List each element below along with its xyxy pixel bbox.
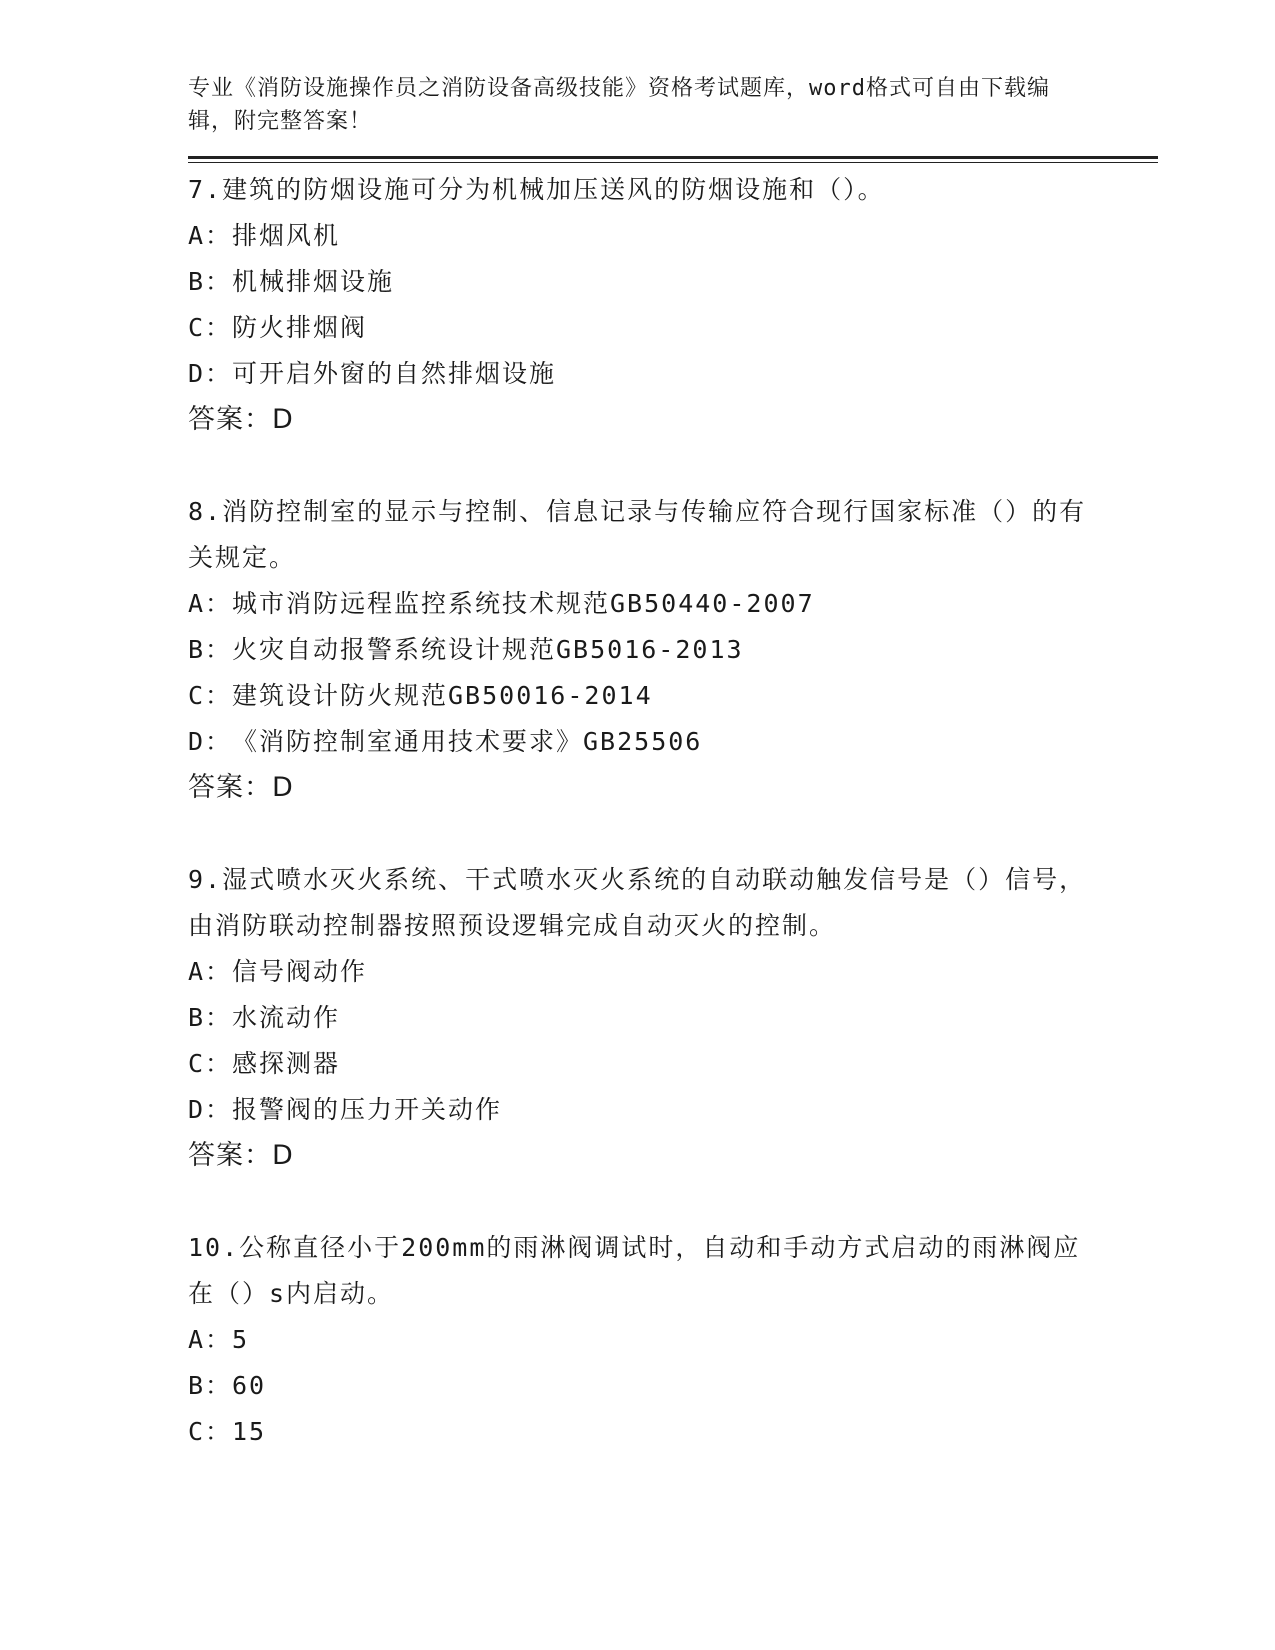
option-text: 城市消防远程监控系统技术规范GB50440-2007 (232, 589, 815, 618)
question-10 (188, 1225, 1158, 1455)
option-text: 防火排烟阀 (232, 313, 368, 342)
option-a (188, 213, 1158, 259)
option-a (188, 1317, 1158, 1363)
option-c (188, 673, 1158, 719)
answer: 答案：D (188, 1140, 294, 1171)
option-c (188, 305, 1158, 351)
answer: 答案：D (188, 404, 294, 435)
option-b (188, 627, 1158, 673)
option-key: D： (188, 1095, 233, 1124)
document-header: 专业《消防设施操作员之消防设备高级技能》资格考试题库，word格式可自由下载编辑，附完整答案！ (188, 76, 1050, 134)
option-text: 报警阀的压力开关动作 (232, 1095, 503, 1124)
spacer (188, 1179, 1158, 1225)
option-d (188, 1087, 1158, 1133)
option-key: C： (188, 313, 233, 342)
question-text: 7.建筑的防烟设施可分为机械加压送风的防烟设施和（）。 (188, 175, 885, 204)
option-key: A： (188, 589, 233, 618)
option-key: B： (188, 635, 233, 664)
question-8 (188, 489, 1158, 811)
answer: 答案：D (188, 772, 294, 803)
option-key: B： (188, 1371, 233, 1400)
option-key: C： (188, 1417, 233, 1446)
option-text: 《消防控制室通用技术要求》GB25506 (232, 727, 703, 756)
option-b (188, 259, 1158, 305)
option-key: C： (188, 681, 233, 710)
option-key: A： (188, 221, 233, 250)
divider-thick-line (188, 156, 1158, 159)
question-text: 10.公称直径小于200mm的雨淋阀调试时，自动和手动方式启动的雨淋阀应在（）s内启动。 (188, 1233, 1081, 1308)
question-9 (188, 857, 1158, 1179)
option-text: 感探测器 (232, 1049, 341, 1078)
option-text: 15 (232, 1417, 267, 1446)
option-text: 水流动作 (232, 1003, 341, 1032)
option-text: 可开启外窗的自然排烟设施 (232, 359, 557, 388)
spacer (188, 811, 1158, 857)
option-key: C： (188, 1049, 233, 1078)
option-c (188, 1409, 1158, 1455)
option-text: 信号阀动作 (232, 957, 368, 986)
question-7 (188, 167, 1158, 443)
option-c (188, 1041, 1158, 1087)
option-key: D： (188, 359, 233, 388)
option-key: A： (188, 1325, 233, 1354)
option-a (188, 949, 1158, 995)
option-key: A： (188, 957, 233, 986)
option-text: 60 (232, 1371, 267, 1400)
option-text: 5 (232, 1325, 250, 1354)
header-divider (188, 156, 1158, 163)
option-key: B： (188, 267, 233, 296)
option-key: B： (188, 1003, 233, 1032)
option-text: 建筑设计防火规范GB50016-2014 (232, 681, 653, 710)
document-page (188, 72, 1158, 1455)
option-text: 机械排烟设施 (232, 267, 395, 296)
option-text: 排烟风机 (232, 221, 341, 250)
spacer (188, 443, 1158, 489)
option-key: D： (188, 727, 233, 756)
question-text: 8.消防控制室的显示与控制、信息记录与传输应符合现行国家标准（）的有关规定。 (188, 497, 1087, 572)
question-text: 9.湿式喷水灭火系统、干式喷水灭火系统的自动联动触发信号是（）信号，由消防联动控制器按照预设逻辑完成自动灭火的控制。 (188, 865, 1087, 940)
option-b (188, 1363, 1158, 1409)
option-d (188, 719, 1158, 765)
option-text: 火灾自动报警系统设计规范GB5016-2013 (232, 635, 744, 664)
divider-thin-line (188, 162, 1158, 163)
option-d (188, 351, 1158, 397)
option-a (188, 581, 1158, 627)
option-b (188, 995, 1158, 1041)
